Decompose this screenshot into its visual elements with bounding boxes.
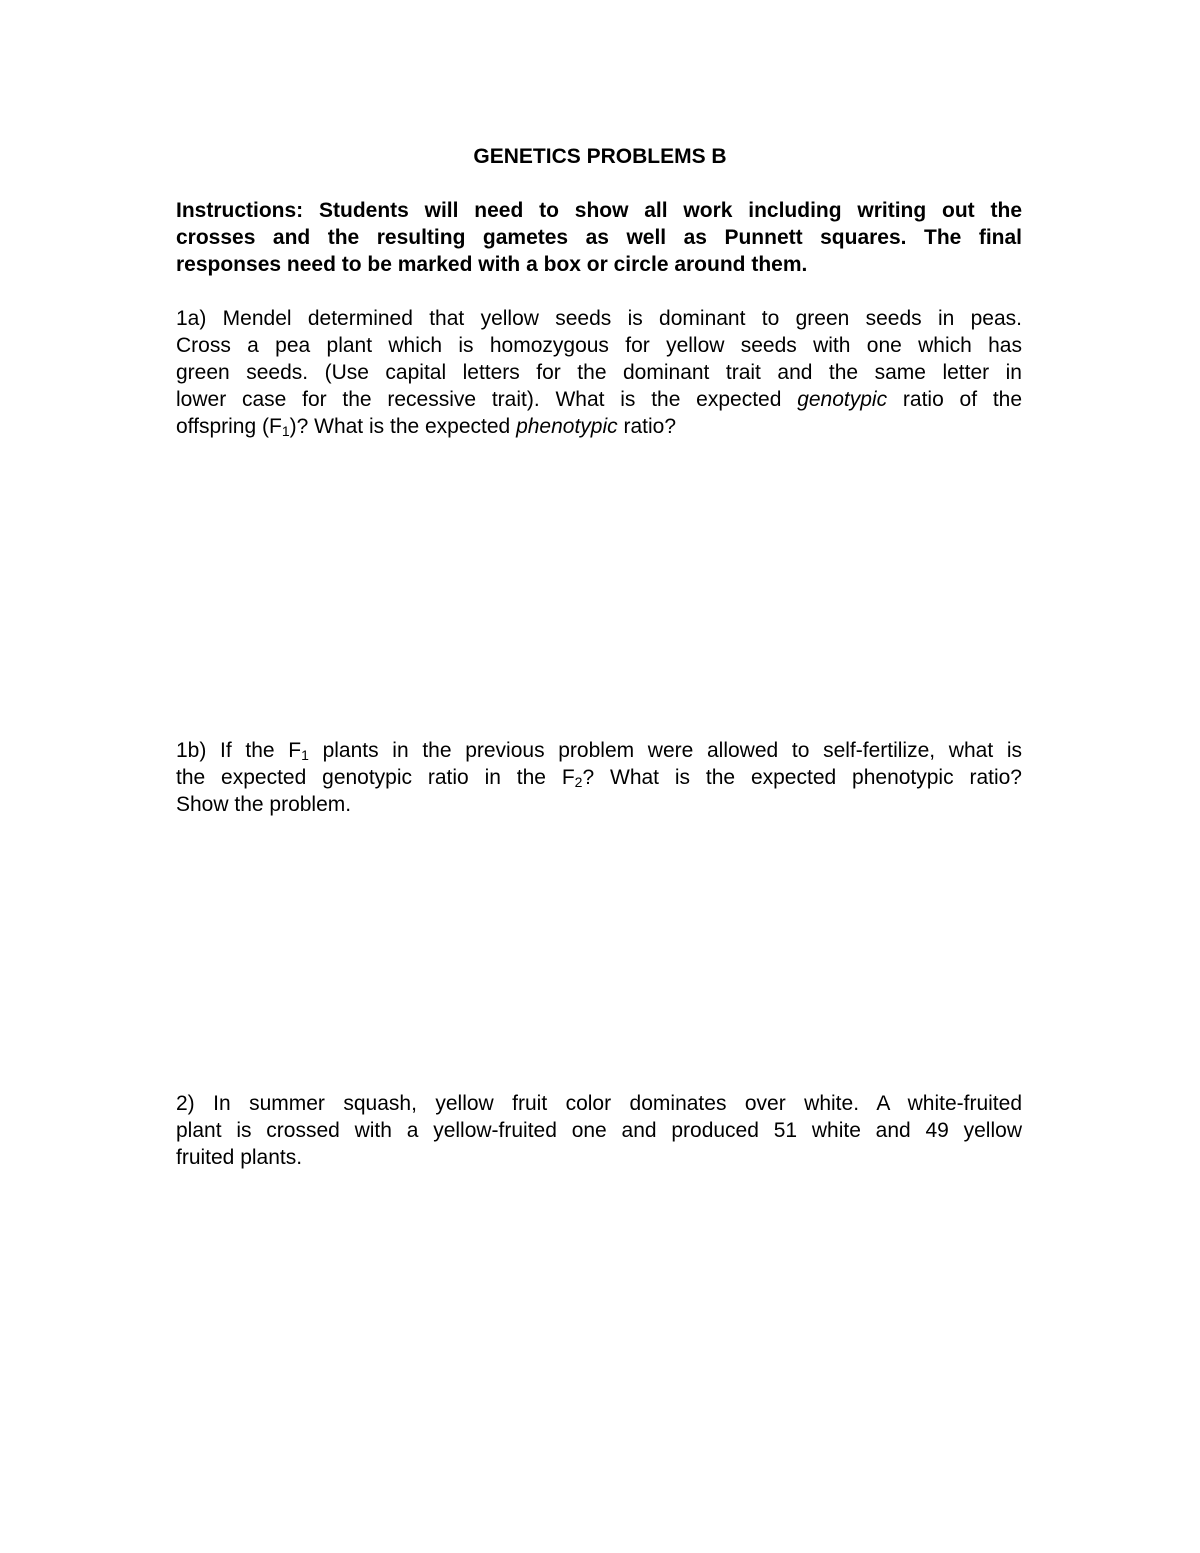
question-line: fruited plants. — [176, 1146, 303, 1169]
question-line: 1a) Mendel determined that yellow seeds is dominant to green seeds in peas. — [176, 307, 1022, 330]
question-text: the expected genotypic ratio in the F — [176, 766, 575, 789]
question-1a — [176, 305, 1022, 440]
question-line: Cross a pea plant which is homozygous for yellow seeds with one which has — [176, 334, 1022, 357]
instructions-line: crosses and the resulting gametes as well as Punnett squares. The final — [176, 226, 1022, 249]
question-line: 2) In summer squash, yellow fruit color dominates over white. A white-fruited — [176, 1092, 1022, 1115]
question-2 — [176, 1090, 1022, 1171]
question-text: ratio? — [617, 415, 677, 438]
instructions-paragraph — [176, 197, 1022, 278]
emphasis-phenotypic: phenotypic — [516, 415, 618, 438]
emphasis-genotypic: genotypic — [797, 388, 888, 411]
question-text: ratio of the — [887, 388, 1023, 411]
question-text: ? What is the expected phenotypic ratio? — [582, 766, 1022, 789]
question-line — [176, 386, 1022, 413]
question-text: lower case for the recessive trait). What is the expected — [176, 388, 798, 411]
question-line: Show the problem. — [176, 793, 352, 816]
instructions-line: responses need to be marked with a box or circle around them. — [176, 253, 808, 276]
question-text: 1b) If the F — [176, 739, 302, 762]
question-line: plant is crossed with a yellow-fruited one and produced 51 white and 49 yellow — [176, 1119, 1022, 1142]
question-text: plants in the previous problem were allowed to self-fertilize, what is — [308, 739, 1022, 762]
question-text: offspring (F — [176, 415, 282, 438]
subscript: 2 — [574, 774, 583, 790]
question-line: green seeds. (Use capital letters for the dominant trait and the same letter in — [176, 361, 1022, 384]
instructions-line: Instructions: Students will need to show all work including writing out the — [176, 199, 1022, 222]
page-title: GENETICS PROBLEMS B — [473, 145, 727, 168]
subscript: 1 — [281, 423, 290, 439]
question-text: )? What is the expected — [289, 415, 517, 438]
question-line — [176, 764, 1022, 791]
question-line — [176, 413, 1022, 440]
question-line — [176, 737, 1022, 764]
question-1b — [176, 737, 1022, 818]
subscript: 1 — [301, 747, 309, 763]
